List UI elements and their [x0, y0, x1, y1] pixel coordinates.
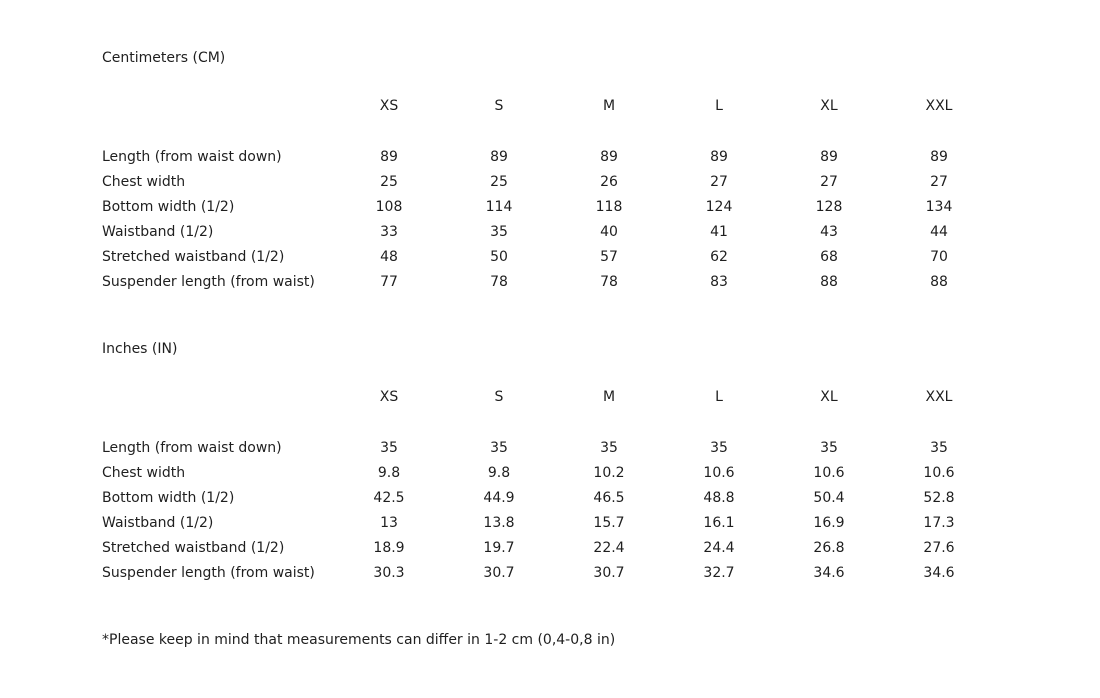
cm-row-stretched-waistband: [102, 244, 994, 269]
cell-value: 33: [380, 223, 398, 240]
cell-value: 35: [490, 439, 508, 456]
cell-value: 78: [600, 273, 618, 290]
cell-value: 50.4: [813, 489, 845, 506]
cell-value: 35: [490, 223, 508, 240]
cell-value: 34.6: [923, 564, 955, 581]
cm-row-suspender-length: [102, 269, 994, 294]
cell-value: 44: [930, 223, 948, 240]
cm-spacer-row: [102, 116, 994, 144]
cell-value: 27: [820, 173, 838, 190]
cell-value: 50: [490, 248, 508, 265]
cell-value: 34.6: [813, 564, 845, 581]
cell-value: 52.8: [923, 489, 955, 506]
cell-value: 41: [710, 223, 728, 240]
measurement-disclaimer: *Please keep in mind that measurements can differ in 1-2 cm (0,4-0,8 in): [102, 632, 616, 648]
cell-value: 25: [380, 173, 398, 190]
cell-value: 78: [490, 273, 508, 290]
cell-value: 35: [930, 439, 948, 456]
in-row-suspender-length: [102, 560, 994, 585]
cell-value: 89: [490, 148, 508, 165]
cell-value: 19.7: [483, 539, 515, 556]
cm-size-header-xxl: XXL: [925, 98, 953, 114]
row-label: Length (from waist down): [102, 439, 282, 456]
cm-section-title: Centimeters (CM): [102, 50, 226, 66]
in-size-header-xs: XS: [379, 389, 399, 405]
in-size-header-xl: XL: [820, 389, 838, 405]
row-label: Waistband (1/2): [102, 514, 214, 531]
cell-value: 77: [380, 273, 398, 290]
cell-value: 25: [490, 173, 508, 190]
row-label: Chest width: [102, 464, 186, 481]
cm-header-row: [102, 96, 994, 116]
in-row-length: [102, 435, 994, 460]
cell-value: 134: [925, 198, 953, 215]
cell-value: 46.5: [593, 489, 625, 506]
cm-row-length: [102, 144, 994, 169]
cell-value: 124: [705, 198, 733, 215]
cell-value: 89: [930, 148, 948, 165]
row-label: Stretched waistband (1/2): [102, 248, 285, 265]
cell-value: 17.3: [923, 514, 955, 531]
cell-value: 35: [380, 439, 398, 456]
cell-value: 89: [710, 148, 728, 165]
cell-value: 35: [820, 439, 838, 456]
cm-row-waistband: [102, 219, 994, 244]
cell-value: 70: [930, 248, 948, 265]
cell-value: 27.6: [923, 539, 955, 556]
row-label: Stretched waistband (1/2): [102, 539, 285, 556]
cell-value: 9.8: [377, 464, 401, 481]
cell-value: 43: [820, 223, 838, 240]
cell-value: 35: [710, 439, 728, 456]
cm-size-header-l: L: [715, 98, 723, 114]
in-size-table: [102, 387, 994, 585]
cell-value: 108: [375, 198, 403, 215]
cell-value: 35: [600, 439, 618, 456]
cell-value: 48.8: [703, 489, 735, 506]
cell-value: 88: [820, 273, 838, 290]
cell-value: 118: [595, 198, 623, 215]
cell-value: 27: [930, 173, 948, 190]
cell-value: 16.9: [813, 514, 845, 531]
cell-value: 114: [485, 198, 513, 215]
row-label: Bottom width (1/2): [102, 489, 235, 506]
cell-value: 10.6: [923, 464, 955, 481]
cell-value: 24.4: [703, 539, 735, 556]
row-label: Suspender length (from waist): [102, 273, 315, 290]
in-size-header-s: S: [494, 389, 504, 405]
in-size-header-xxl: XXL: [925, 389, 953, 405]
cell-value: 27: [710, 173, 728, 190]
cell-value: 30.7: [593, 564, 625, 581]
cell-value: 68: [820, 248, 838, 265]
row-label: Chest width: [102, 173, 186, 190]
cell-value: 22.4: [593, 539, 625, 556]
cell-value: 26.8: [813, 539, 845, 556]
in-spacer-row: [102, 407, 994, 435]
cell-value: 9.8: [487, 464, 511, 481]
cell-value: 13: [380, 514, 398, 531]
in-row-bottom-width: [102, 485, 994, 510]
in-row-stretched-waistband: [102, 535, 994, 560]
cm-size-header-xl: XL: [820, 98, 838, 114]
cm-size-table: [102, 96, 994, 294]
cell-value: 42.5: [373, 489, 405, 506]
in-row-waistband: [102, 510, 994, 535]
cell-value: 10.2: [593, 464, 625, 481]
cell-value: 10.6: [813, 464, 845, 481]
cell-value: 26: [600, 173, 618, 190]
cell-value: 88: [930, 273, 948, 290]
cell-value: 89: [820, 148, 838, 165]
row-label: Bottom width (1/2): [102, 198, 235, 215]
cm-row-bottom-width: [102, 194, 994, 219]
in-header-label-cell: [102, 387, 334, 407]
row-label: Length (from waist down): [102, 148, 282, 165]
cm-size-header-m: M: [602, 98, 616, 114]
row-label: Waistband (1/2): [102, 223, 214, 240]
cell-value: 13.8: [483, 514, 515, 531]
cell-value: 57: [600, 248, 618, 265]
cm-row-chest-width: [102, 169, 994, 194]
in-size-header-m: M: [602, 389, 616, 405]
cell-value: 128: [815, 198, 843, 215]
in-header-row: [102, 387, 994, 407]
cell-value: 48: [380, 248, 398, 265]
cell-value: 30.7: [483, 564, 515, 581]
in-section-title: Inches (IN): [102, 341, 178, 357]
cell-value: 10.6: [703, 464, 735, 481]
row-label: Suspender length (from waist): [102, 564, 315, 581]
cell-value: 44.9: [483, 489, 515, 506]
cm-header-label-cell: [102, 96, 334, 116]
cell-value: 30.3: [373, 564, 405, 581]
cell-value: 16.1: [703, 514, 735, 531]
in-size-header-l: L: [715, 389, 723, 405]
cell-value: 89: [600, 148, 618, 165]
cell-value: 89: [380, 148, 398, 165]
cell-value: 32.7: [703, 564, 735, 581]
in-row-chest-width: [102, 460, 994, 485]
cell-value: 15.7: [593, 514, 625, 531]
cell-value: 62: [710, 248, 728, 265]
cell-value: 83: [710, 273, 728, 290]
cm-size-header-s: S: [494, 98, 504, 114]
cm-size-header-xs: XS: [379, 98, 399, 114]
cell-value: 18.9: [373, 539, 405, 556]
cell-value: 40: [600, 223, 618, 240]
